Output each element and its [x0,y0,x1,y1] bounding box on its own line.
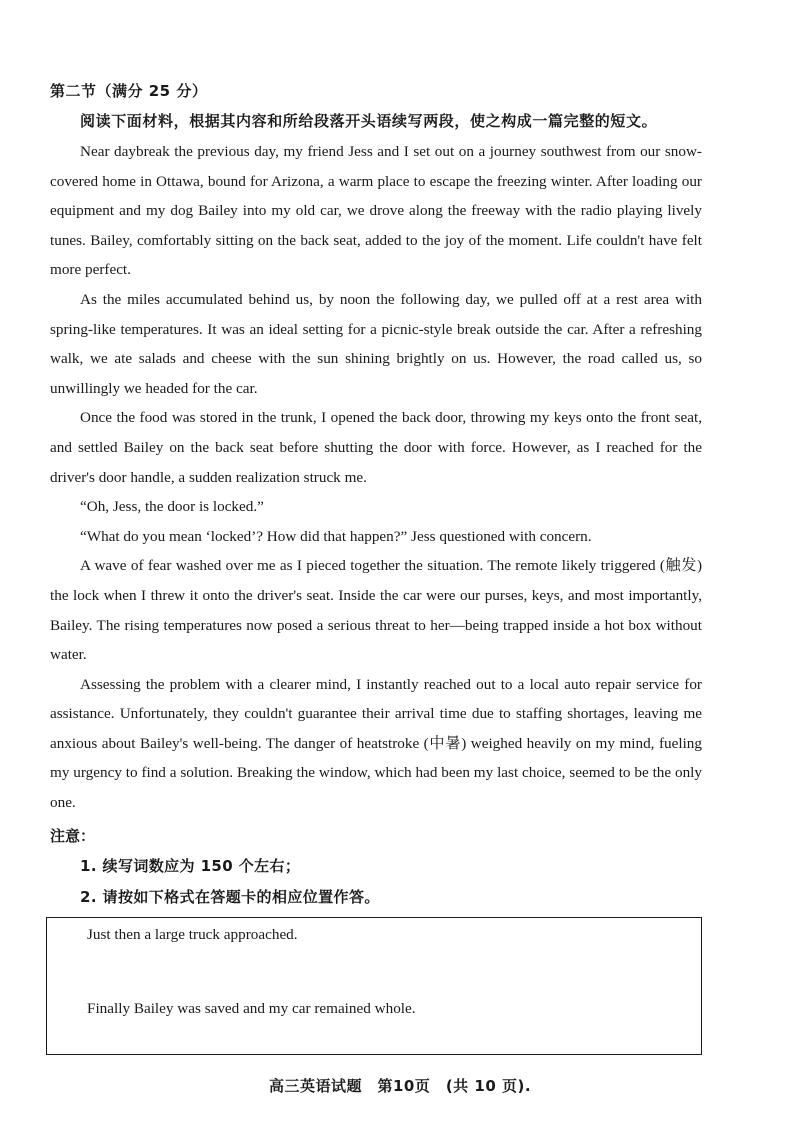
answer-format-box [46,917,702,1055]
note-item: 2. 请按如下格式在答题卡的相应位置作答。 [80,888,380,906]
passage-paragraph: Once the food was stored in the trunk, I opened the back door, throwing my keys onto the front seat, and settled Bailey on the back seat before shutting the door with force. However, as I reached for the driver's door handle, a sudden realization struck me. [50,409,702,486]
passage-paragraph: A wave of fear washed over me as I pieced together the situation. The remote likely triggered (触发) the lock when I threw it onto the driver's seat. Inside the car were our purses, keys, and most importantly, Bailey. The rising temperatures now posed a serious threat to her—being trapped inside a hot box without water. [50,557,702,664]
section-title: 第二节（满分 25 分） [50,82,208,100]
passage-paragraph: Assessing the problem with a clearer mind, I instantly reached out to a local auto repair service for assistance. Unfortunately, they couldn't guarantee their arrival time due to staffing shortages, leaving me anxious about Bailey's well-being. The danger of heatstroke (中暑) weighed heavily on my mind, fueling my urgency to find a solution. Breaking the window, which had been my last choice, seemed to be the only one. [50,675,702,812]
paragraph-opener-1: Just then a large truck approached. [87,926,298,943]
section-instruction: 阅读下面材料，根据其内容和所给段落开头语续写两段，使之构成一篇完整的短文。 [80,112,658,130]
page-footer: 高三英语试题 第10页 (共 10 页). [268,1077,532,1095]
reading-passage [50,137,702,818]
passage-dialogue-line: “Oh, Jess, the door is locked.” [80,498,264,516]
passage-paragraph: As the miles accumulated behind us, by noon the following day, we pulled off at a rest area with spring-like temperatures. It was an ideal setting for a picnic-style break outside the car. After a refreshing walk, we ate salads and cheese with the sun shining brightly on us. However, the road called us, so unwillingly we headed for the car. [50,290,702,397]
note-item: 1. 续写词数应为 150 个左右； [80,857,301,875]
notes-heading: 注意： [50,827,96,845]
paragraph-opener-2: Finally Bailey was saved and my car remained whole. [87,1000,416,1017]
passage-dialogue-line: “What do you mean ‘locked’? How did that happen?” Jess questioned with concern. [80,527,592,545]
passage-paragraph: Near daybreak the previous day, my friend Jess and I set out on a journey southwest from our snow-covered home in Ottawa, bound for Arizona, a warm place to escape the freezing winter. After loading our equipment and my dog Bailey into my old car, we drove along the freeway with the radio playing lively tunes. Bailey, comfortably sitting on the back seat, added to the joy of the moment. Life couldn't have felt more perfect. [50,143,702,279]
